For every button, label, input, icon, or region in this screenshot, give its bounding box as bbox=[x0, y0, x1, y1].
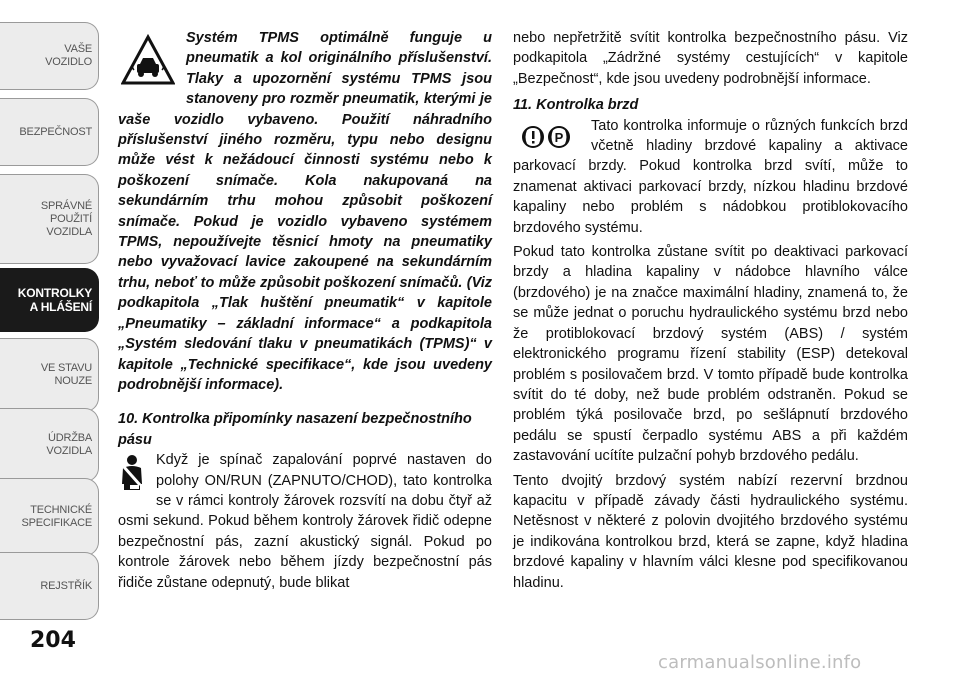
page-number: 204 bbox=[30, 628, 76, 653]
brake-paragraph-2: Pokud tato kontrolka zůstane svítit po deaktivaci parkovací brzdy a hladina kapaliny v nádobce hlavního válce (brzdového) je na značce maximální hladiny, znamená to, že se může jednat o poruchu hydraulického systému brzd nebo že protiblokovací brzdový systém (ABS) / systém elektronického programu řízení stability (ESP) detekoval problém s posilovačem brzd. V tomto případě bude kontrolka svítit do té doby, než bude problém odstraněn. Pokud se problém týká posilovače brzd, po sešlápnutí brzdového pedálu se spustí čerpadlo systému ABS a při každém zastavování ucítíte pulzační pohyb brzdového pedálu. bbox=[513, 244, 908, 465]
seatbelt-heading: 10. Kontrolka připomínky nasazení bezpečnostního pásu bbox=[118, 411, 472, 448]
brake-paragraph-3: Tento dvojitý brzdový systém nabízí rezervní brzdnou kapacitu v případě závady části hydraulického systému. Netěsnost v některé z polovin dvojitého brzdového systému je indikována kontrolkou brzd, která se zapne, když hladina brzdové kapaliny v hlavním válci klesne pod specifikovanou hladinu. bbox=[513, 472, 908, 591]
brake-paragraph: P Tato kontrolka informuje o různých funkcích brzd včetně hladiny brzdové kapaliny a aktivace parkovací brzdy. Pokud kontrolka brzd svítí, může to znamenat aktivaci parkovací brzdy, nízkou hladinu brzdové kapaliny nebo problém s nádobkou protiblokovacího brzdového systému. bbox=[513, 117, 908, 236]
tab-vase-vozidlo[interactable]: VAŠE VOZIDLO bbox=[0, 22, 99, 90]
svg-text:P: P bbox=[554, 129, 564, 145]
tab-rejstrik[interactable]: REJSTŘÍK bbox=[0, 552, 99, 620]
watermark: carmanualsonline.info bbox=[658, 652, 862, 673]
seatbelt-reminder-icon bbox=[118, 454, 146, 492]
tab-udrzba[interactable]: ÚDRŽBA VOZIDLA bbox=[0, 408, 99, 482]
tab-technicke-specifikace[interactable]: TECHNICKÉ SPECIFIKACE bbox=[0, 478, 99, 556]
tpms-warning-text: Systém TPMS optimálně funguje u pneumatik a kol originálního příslušenství. Tlaky a upozornění systému TPMS jsou stanoveny pro rozměr pneumatik, kterými je vaše vozidlo vybaveno. Použití náhradního příslušenství jiného rozměru, typu nebo designu může vést k nežádoucí činnosti systému nebo k poškození snímače. Kola nakupovaná na sekundárním trhu mohou způsobit poškození snímače. Pokud je vozidlo vybaveno systémem TPMS, nepoužívejte těsnicí hmoty na pneumatiky nebo vyvažovací lavice zakoupené na sekundárním trhu, neboť to může způsobit poškození snímačů. (Viz podkapitola „Tlak huštění pneumatik“ v kapitole „Pneumatiky – základní informace“ a podkapitola „Systém sledování tlaku v pneumatikách (TPMS)“ v kapitole „Technické specifikace“, kde jsou uvedeny podrobnější informace). bbox=[118, 30, 492, 393]
brake-warning-icon bbox=[521, 124, 573, 150]
tab-ve-stavu-nouze[interactable]: VE STAVU NOUZE bbox=[0, 338, 99, 412]
brake-heading: 11. Kontrolka brzd bbox=[513, 97, 639, 114]
seatbelt-paragraph: Když je spínač zapalování poprvé nastaven do polohy ON/RUN (ZAPNUTO/CHOD), tato kontrolka se v rámci kontroly žárovek rozsvítí na dobu čtyř až osmi sekund. Pokud během kontroly žárovek řidič odepne bezpečnostní pás, zazní akustický signál. Pokud po kontrole žárovek nebo během jízdy bezpečnostní pás řidiče zůstane odepnutý, bude blikat bbox=[118, 452, 492, 591]
tab-spravne-pouziti[interactable]: SPRÁVNÉ POUŽITÍ VOZIDLA bbox=[0, 174, 99, 264]
seatbelt-paragraph-continued: nebo nepřetržitě svítit kontrolka bezpečnostního pásu. Viz podkapitola „Zádržné systémy cestujících“ v kapitole „Bezpečnost“, kde jsou uvedeny podrobnější informace. bbox=[513, 30, 908, 87]
tab-kontrolky[interactable]: KONTROLKY A HLÁŠENÍ bbox=[0, 268, 99, 332]
left-column bbox=[118, 28, 492, 597]
warning-triangle-car-icon bbox=[118, 34, 178, 96]
right-column bbox=[513, 28, 908, 597]
tpms-warning bbox=[118, 28, 492, 395]
tab-bezpecnost[interactable]: BEZPEČNOST bbox=[0, 98, 99, 166]
